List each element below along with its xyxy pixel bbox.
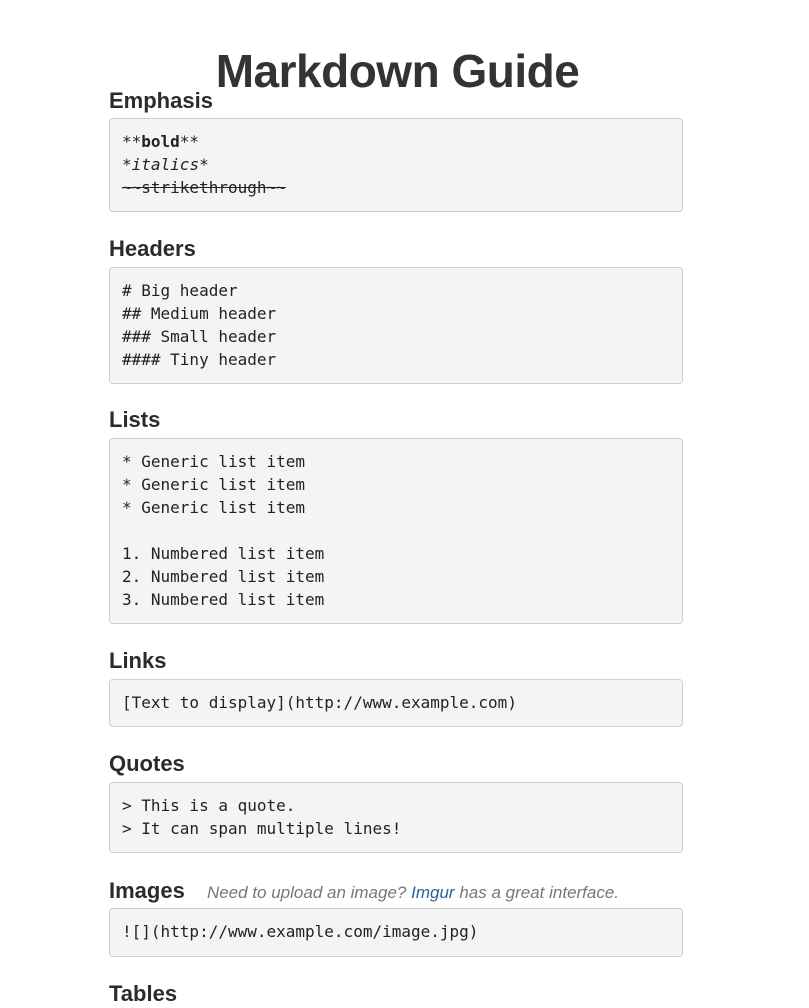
- images-code-block: [109, 908, 683, 957]
- links-code-block: [109, 679, 683, 727]
- tables-heading: Tables: [109, 981, 178, 1006]
- section-heading-headers: [109, 235, 196, 263]
- italics-close-marker: *: [199, 155, 209, 174]
- code-line: ![](http://www.example.com/image.jpg): [122, 922, 479, 941]
- code-line: ### Small header: [122, 327, 277, 346]
- section-heading-lists: [109, 406, 160, 434]
- section-heading-quotes: [109, 750, 185, 778]
- upload-hint: [207, 883, 619, 902]
- quotes-code-block: [109, 782, 683, 853]
- quotes-heading: Quotes: [109, 751, 185, 776]
- italics-open-marker: *: [122, 155, 132, 174]
- bold-close-marker: **: [179, 132, 200, 151]
- strike-text: strikethrough: [141, 178, 267, 197]
- links-heading: Links: [109, 648, 167, 673]
- section-heading-emphasis: [109, 87, 213, 115]
- images-heading: Images: [109, 878, 185, 903]
- bold-text: bold: [141, 132, 180, 151]
- hint-text-before: Need to upload an image?: [206, 883, 407, 902]
- imgur-link[interactable]: Imgur: [411, 883, 455, 902]
- bold-open-marker: **: [122, 132, 142, 151]
- code-line-italics: [122, 153, 670, 176]
- emphasis-heading: Emphasis: [109, 88, 213, 113]
- headers-code-block: [109, 267, 683, 384]
- strike-open-marker: ~~: [122, 178, 142, 197]
- code-line: # Big header: [122, 281, 238, 300]
- section-heading-tables: [109, 980, 177, 1008]
- code-line: > It can span multiple lines!: [122, 819, 402, 838]
- code-line: ## Medium header: [122, 304, 277, 323]
- headers-heading: Headers: [109, 236, 196, 261]
- code-line-strikethrough: [122, 176, 670, 199]
- lists-heading: Lists: [109, 407, 161, 432]
- code-line: * Generic list item: [122, 475, 306, 494]
- code-line: * Generic list item: [122, 452, 306, 471]
- strike-close-marker: ~~: [266, 178, 286, 197]
- code-line: [Text to display](http://www.example.com): [122, 693, 517, 712]
- code-line-bold: [122, 130, 670, 153]
- emphasis-code-block: [109, 118, 683, 212]
- lists-code-block: [109, 438, 683, 624]
- hint-text-after: has a great interface.: [459, 883, 620, 902]
- section-heading-links: [109, 647, 166, 675]
- code-line: 2. Numbered list item: [122, 567, 325, 586]
- code-line: > This is a quote.: [122, 796, 296, 815]
- section-heading-images: [109, 877, 619, 907]
- code-line-blank: [122, 519, 670, 542]
- page-title: Markdown Guide: [215, 44, 580, 97]
- italics-text: italics: [131, 155, 200, 174]
- code-line: 3. Numbered list item: [122, 590, 325, 609]
- code-line: #### Tiny header: [122, 350, 277, 369]
- code-line: * Generic list item: [122, 498, 306, 517]
- code-line: 1. Numbered list item: [122, 544, 325, 563]
